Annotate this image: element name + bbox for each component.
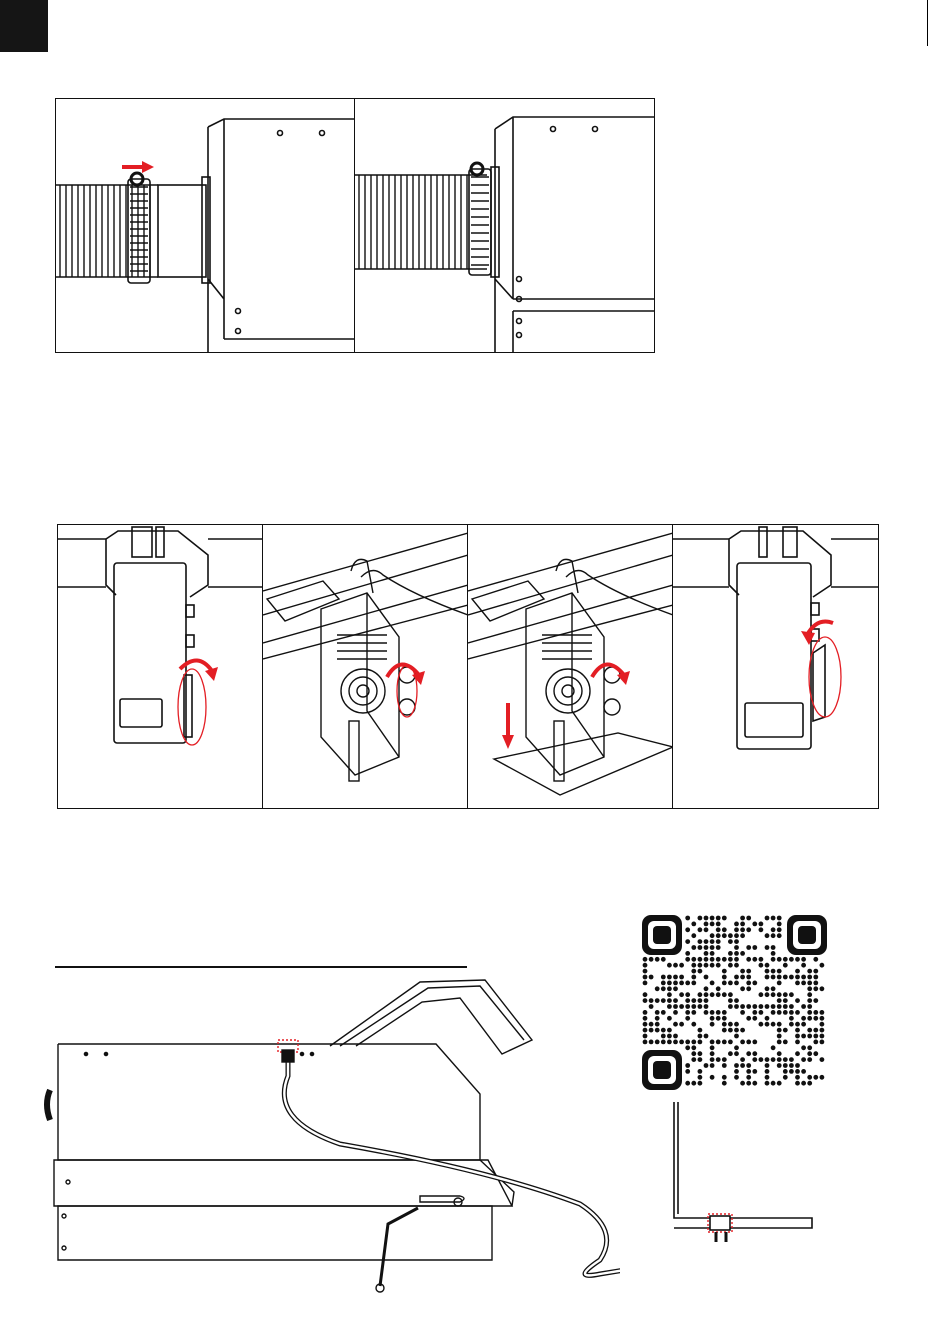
highlight-circle [397, 665, 417, 717]
hose-step1-panel [55, 98, 356, 353]
lid-frame [330, 980, 532, 1054]
machine-body [58, 1044, 480, 1160]
fan-icon [341, 669, 385, 713]
crank-handle [380, 1208, 418, 1286]
page-tab [0, 0, 48, 52]
hose-step2-panel [354, 98, 655, 353]
mount-bracket [106, 531, 208, 597]
mount-bracket [729, 531, 831, 597]
table-surface [494, 733, 673, 795]
module-body [526, 593, 604, 775]
qr-finder-bottom-left [642, 1050, 682, 1090]
module-body [114, 563, 186, 743]
mount-step2-panel [262, 524, 469, 809]
push-arrow-icon [122, 161, 154, 173]
down-arrow-icon [502, 703, 514, 749]
rail [263, 533, 468, 659]
machine-body [208, 119, 355, 352]
fan-icon [546, 669, 590, 713]
qr-finder-top-left [642, 915, 682, 955]
mount-step3-panel [467, 524, 674, 809]
machine-body [495, 117, 654, 352]
qr-code[interactable] [642, 915, 827, 1090]
section-underline [55, 966, 467, 968]
page-edge-mark [927, 0, 928, 46]
port-sleeve [158, 185, 206, 277]
mount-step1-panel [57, 524, 264, 809]
ribbed-hose [355, 175, 487, 269]
rail [468, 533, 673, 659]
hose-clamp [469, 163, 491, 275]
module-body [321, 593, 399, 775]
module-body [737, 563, 811, 749]
mount-step4-panel [672, 524, 879, 809]
machine-drawing [40, 970, 620, 1300]
qr-finder-top-right [787, 915, 827, 955]
connector-detail [664, 1102, 814, 1242]
